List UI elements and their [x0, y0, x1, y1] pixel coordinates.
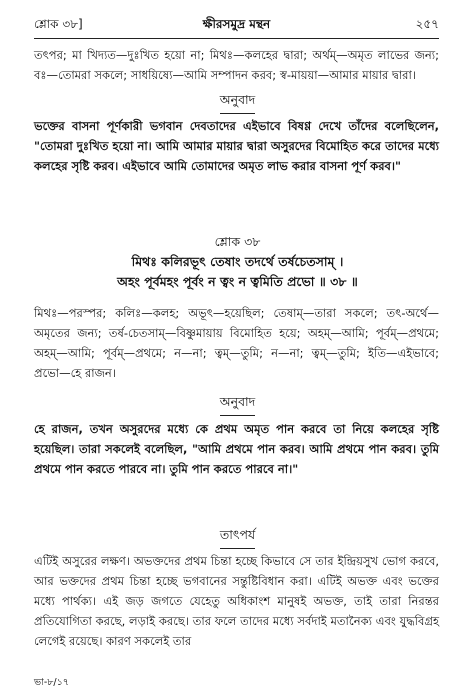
translation-heading-1: অনুবাদ	[0, 92, 475, 114]
header-rule	[34, 38, 439, 39]
running-header	[34, 14, 439, 34]
purport-heading: তাৎপর্য	[0, 527, 475, 549]
header-verse-ref: শ্লোক ৩৮]	[34, 17, 83, 31]
footer-signature: ভা-৮/১৭	[34, 677, 69, 688]
header-page-number: ২৫৭	[415, 17, 439, 31]
translation-previous-verse: ভক্তের বাসনা পূর্ণকারী ভগবান দেবতাদের এইভাবে বিষণ্ণ দেখে তাঁদের বলেছিলেন, "তোমরা দুঃখিত হয়ো না। আমি আমার মায়ার দ্বারা অসুরদের বিমোহিত করে তাদের মধ্যে কলহের সৃষ্টি করব। এইভাবে আমি তোমাদের অমৃত লাভ করার বাসনা পূর্ণ করব।"	[34, 119, 439, 173]
header-chapter-title: ক্ষীরসমুদ্র মন্থন	[202, 17, 271, 31]
verse-heading: শ্লোক ৩৮	[214, 234, 261, 249]
translation-heading-2: অনুবাদ	[0, 394, 475, 416]
verse-line-1: মিথঃ কলিরভূৎ তেষাং তদর্থে তর্ষচেতসাম্ ।	[131, 254, 344, 269]
verse-line-2: অহং পূর্বমহং পূর্বং ন ত্বং ন ত্বমিতি প্রভো ॥ ৩৮ ॥	[117, 274, 358, 289]
synonyms-previous-verse: তৎপর; মা খিদ্যত—দুঃখিত হয়ো না; মিথঃ—কলহের দ্বারা; অর্থম্—অমৃত লাভের জন্য; বঃ—তোমরা সকলে; সাধয়িষ্যে—আমি সম্পাদন করব; স্ব-মায়য়া—আমার মায়ার দ্বারা।	[34, 48, 439, 82]
synonyms-verse-38: মিথঃ—পরস্পর; কলিঃ—কলহ; অভূৎ—হয়েছিল; তেষাম্—তারা সকলে; তৎ-অর্থে—অমৃতের জন্য; তর্ষ-চেতসাম্—বিষ্ণুমায়ায় বিমোহিত হয়ে; অহম্—আমি; পূর্বম্—প্রথমে; অহম্—আমি; পূর্বম্—প্রথমে; ন—না; ত্বম্—তুমি; ন—না; ত্বম্—তুমি; ইতি—এইভাবে; প্রভো—হে রাজন।	[34, 306, 439, 380]
translation-verse-38: হে রাজন, তখন অসুরদের মধ্যে কে প্রথম অমৃত পান করবে তা নিয়ে কলহের সৃষ্টি হয়েছিল। তারা সকলেই বলেছিল, "আমি প্রথমে পান করব। আমি প্রথমে পান করব। তুমি প্রথমে পান করতে পারবে না। তুমি পান করতে পারবে না।"	[34, 422, 439, 476]
purport-text: এটিই অসুরের লক্ষণ। অভক্তদের প্রথম চিন্তা হচ্ছে কিভাবে সে তার ইন্দ্রিয়সুখ ভোগ করবে, আর ভক্তদের প্রথম চিন্তা হচ্ছে ভগবানের সন্তুষ্টিবিধান করা। এটিই অভক্ত এবং ভক্তের মধ্যে পার্থক্য। এই জড় জগতে যেহেতু অধিকাংশ মানুষই অভক্ত, তাই তারা নিরন্তর প্রতিযোগিতা করছে, লড়াই করছে। তার ফলে তাদের মধ্যে সর্বদাই মতানৈক্য এবং যুদ্ধবিগ্রহ লেগেই রয়েছে। কারণ সকলেই তার	[34, 554, 439, 648]
